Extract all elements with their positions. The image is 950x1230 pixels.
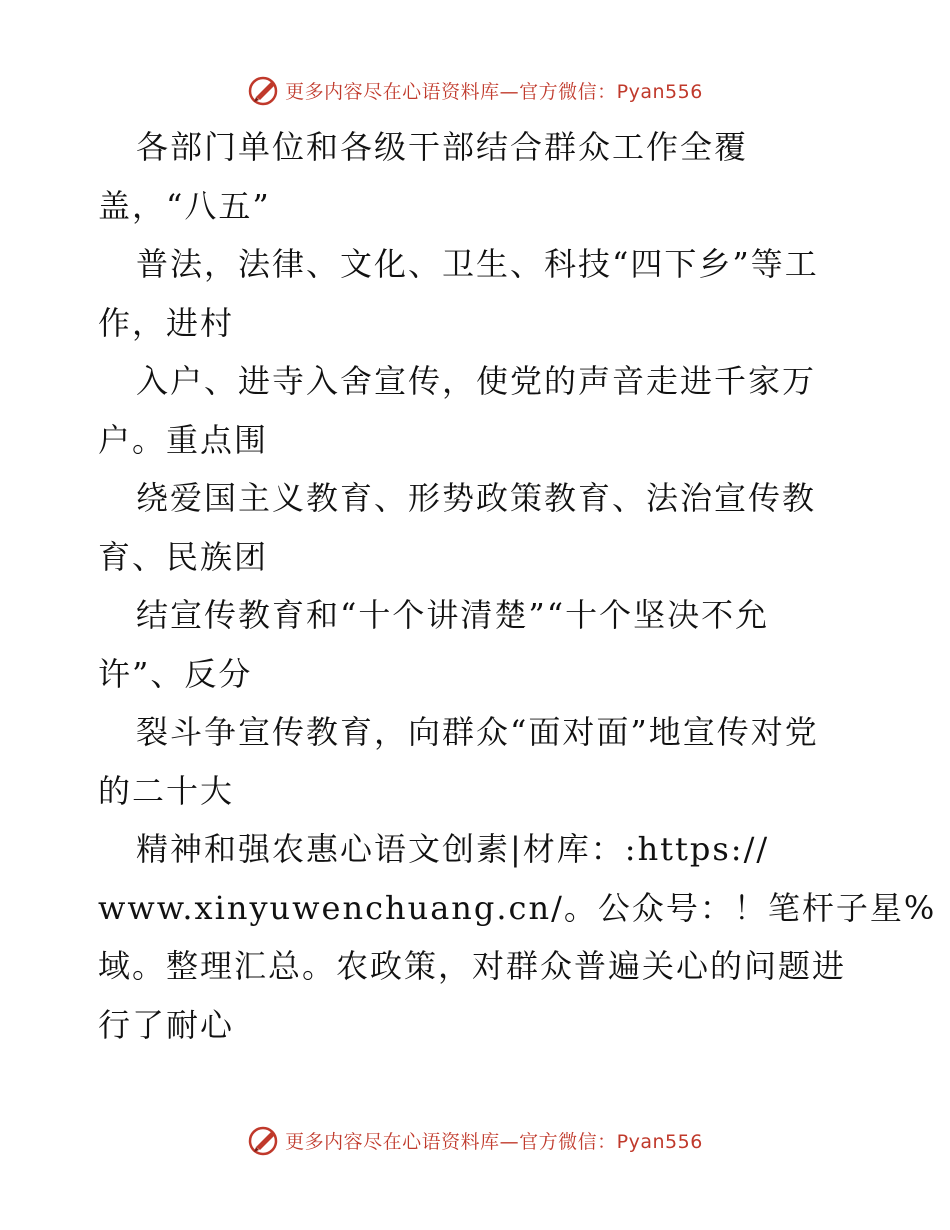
- body-line: 域。整理汇总。农政策，对群众普遍关心的问题进: [98, 947, 847, 985]
- document-body: [98, 118, 937, 1054]
- pen-circle-icon: [247, 1123, 281, 1157]
- body-line: 作，进村: [98, 303, 235, 342]
- body-line: 行了耐心: [98, 1005, 235, 1044]
- body-line: 裂斗争宣传教育，向群众“面对面”地宣传对党: [136, 713, 819, 751]
- pen-circle-icon: [247, 73, 281, 107]
- footer-banner: [0, 1120, 950, 1160]
- body-line: 普法，法律、文化、卫生、科技“四下乡”等工: [136, 245, 819, 283]
- header-banner-text: 更多内容尽在心语资料库—官方微信：Pyan556: [285, 80, 703, 103]
- body-line: 户。重点围: [98, 420, 269, 459]
- body-line: 绕爱国主义教育、形势政策教育、法治宣传教: [136, 479, 817, 517]
- footer-banner-text: 更多内容尽在心语资料库—官方微信：Pyan556: [285, 1130, 703, 1153]
- header-banner: [0, 70, 950, 110]
- body-line: 各部门单位和各级干部结合群众工作全覆: [136, 128, 749, 166]
- body-line: 精神和强农惠心语文创素|材库：:https://: [136, 830, 770, 868]
- body-line: 结宣传教育和“十个讲清楚”“十个坚决不允: [136, 596, 770, 634]
- body-line: 的二十大: [98, 771, 235, 810]
- body-line: www.xinyuwenchuang.cn/。公众号：！笔杆子星%: [98, 888, 937, 927]
- body-line: 许”、反分: [98, 654, 253, 693]
- body-line: 盖，“八五”: [98, 186, 271, 225]
- body-line: 入户、进寺入舍宣传，使党的声音走进千家万: [136, 362, 817, 400]
- body-line: 育、民族团: [98, 537, 269, 576]
